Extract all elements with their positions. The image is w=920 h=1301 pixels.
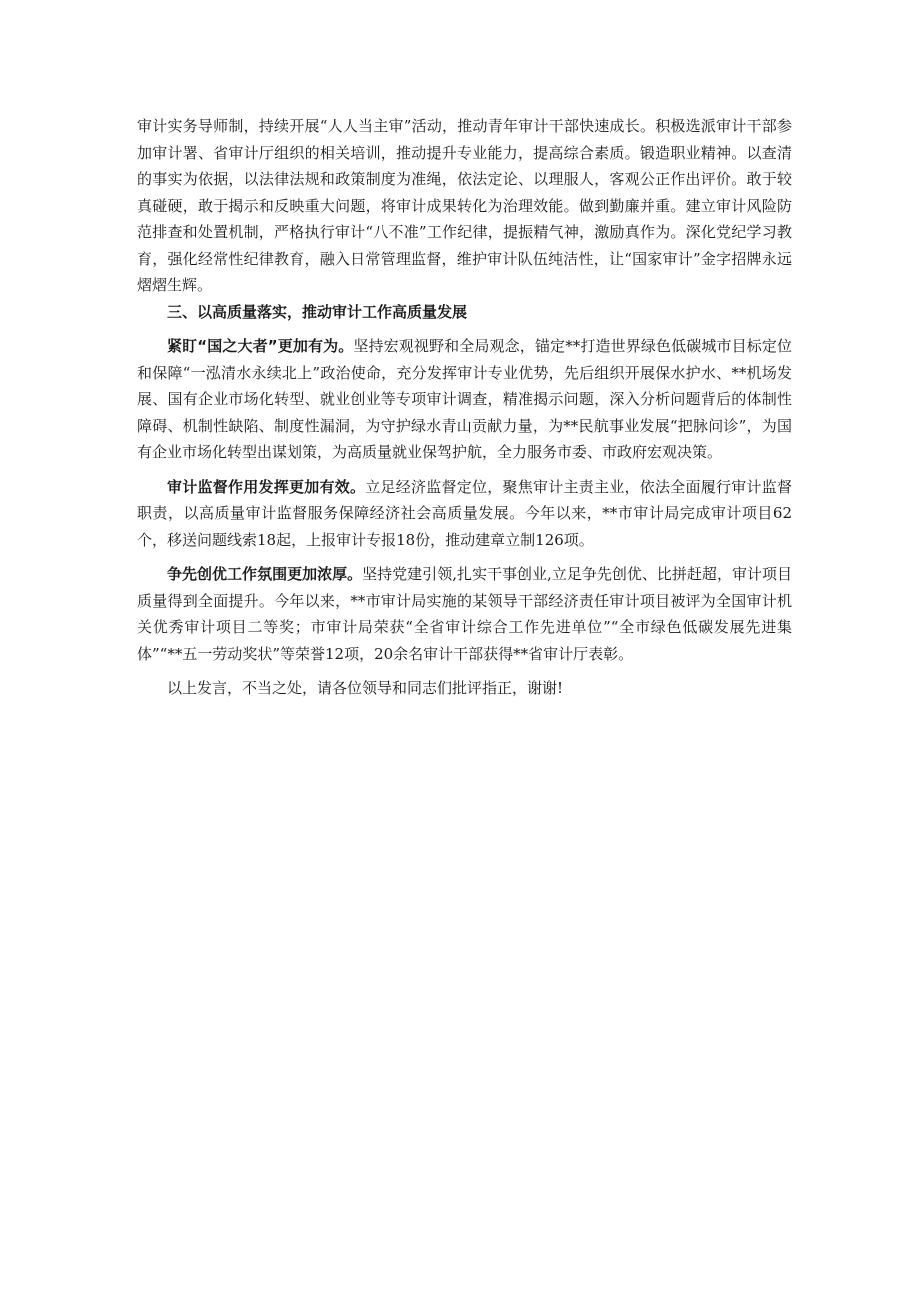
point-3-paragraph: [137, 561, 792, 667]
section-heading: 三、以高质量落实，推动审计工作高质量发展: [167, 302, 468, 321]
point-1-paragraph: [137, 333, 792, 466]
point-2-body: 立足经济监督定位，聚焦审计主责主业，依法全面履行审计监督职责，以高质量审计监督服务保障经济社会高质量发展。今年以来，**市审计局完成审计项目62个，移送问题线索18起，上报审计专报18份，推动建章立制126项。: [137, 477, 792, 549]
point-3-lead: 争先创优工作氛围更加浓厚。: [167, 565, 363, 583]
point-2-lead: 审计监督作用发挥更加有效。: [167, 477, 366, 496]
document-page: [137, 113, 792, 702]
point-3-body: 坚持党建引领,扎实干事创业,立足争先创优、比拼赶超，审计项目质量得到全面提升。今年以来，**市审计局实施的某领导干部经济责任审计项目被评为全国审计机关优秀审计项目二等奖；市审计局荣获“全省审计综合工作先进单位”“全市绿色低碳发展先进集体”“**五一劳动奖状”等荣誉12项，20余名审计干部获得**省审计厅表彰。: [137, 565, 792, 663]
point-2-paragraph: [137, 474, 792, 554]
paragraph-continuation: 审计实务导师制，持续开展“人人当主审”活动，推动青年审计干部快速成长。积极选派审计干部参加审计署、省审计厅组织的相关培训，推动提升专业能力，提高综合素质。锻造职业精神。以查清的事实为依据，以法律法规和政策制度为准绳，依法定论、以理服人，客观公正作出评价。敢于较真碰硬，敢于揭示和反映重大问题，将审计成果转化为治理效能。做到勤廉并重。建立审计风险防范排查和处置机制，严格执行审计“八不准”工作纪律，提振精气神，激励真作为。深化党纪学习教育，强化经常性纪律教育，融入日常管理监督，维护审计队伍纯洁性，让“国家审计”金字招牌永远熠熠生辉。: [137, 117, 792, 294]
point-1-lead: 紧盯“国之大者”更加有为。: [167, 337, 354, 355]
closing-paragraph: 以上发言，不当之处，请各位领导和同志们批评指正，谢谢!: [167, 679, 564, 697]
point-1-body: 坚持宏观视野和全局观念，锚定**打造世界绿色低碳城市目标定位和保障“一泓清水永续北上”政治使命，充分发挥审计专业优势，先后组织开展保水护水、**机场发展、国有企业市场化转型、就业创业等专项审计调查，精准揭示问题，深入分析问题背后的体制性障碍、机制性缺陷、制度性漏洞，为守护绿水青山贡献力量，为**民航事业发展“把脉问诊”，为国有企业市场化转型出谋划策，为高质量就业保驾护航，全力服务市委、市政府宏观决策。: [137, 337, 792, 461]
